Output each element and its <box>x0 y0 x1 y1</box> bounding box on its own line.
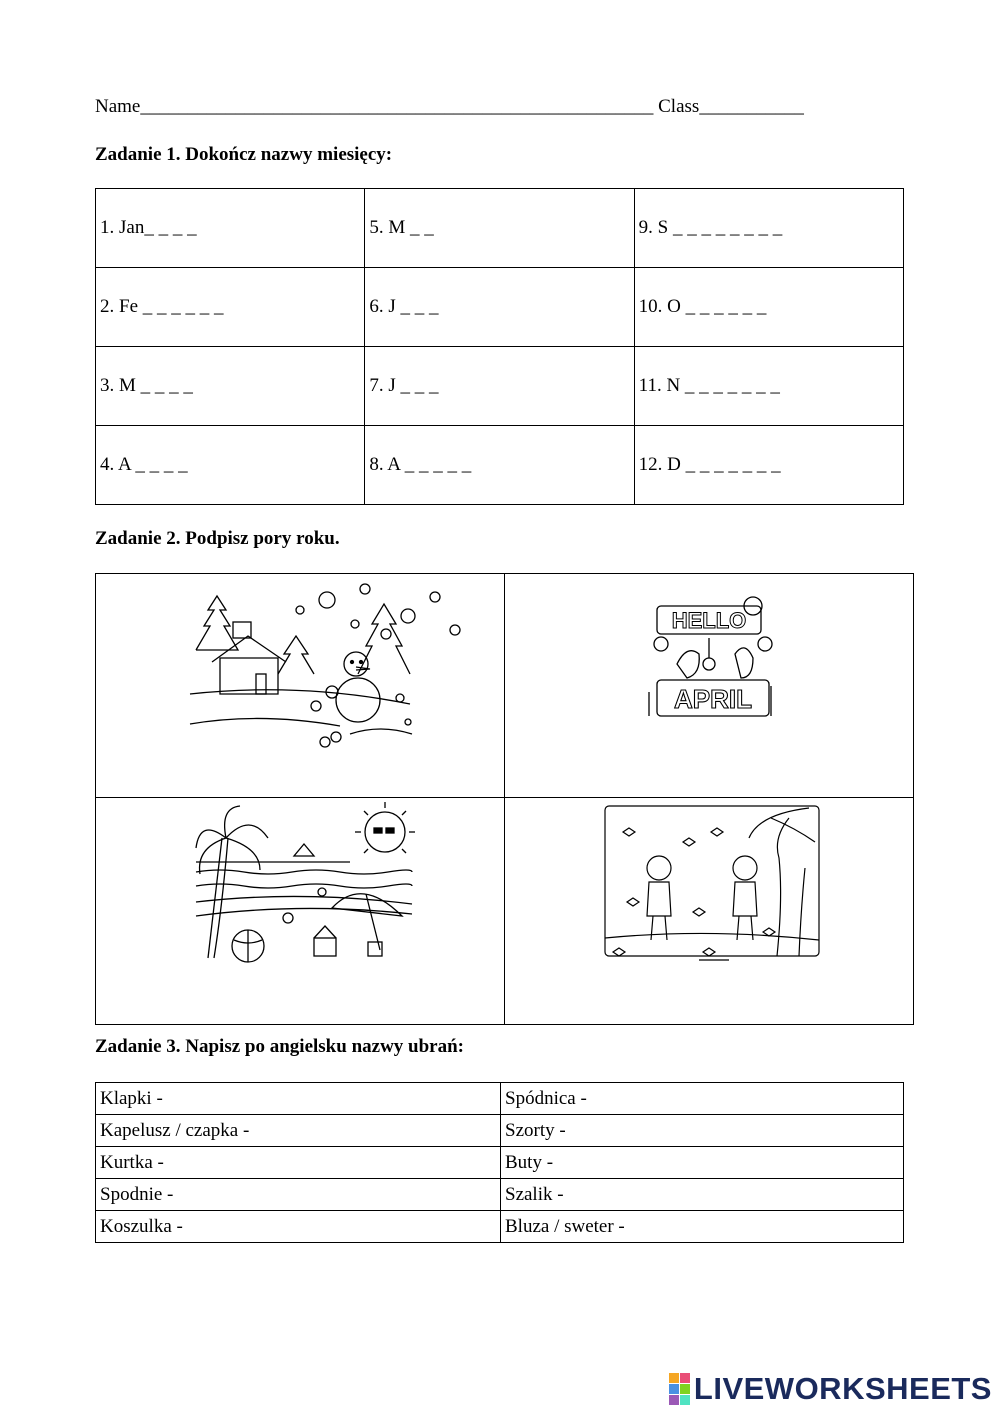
month-cell[interactable]: 9. S _ _ _ _ _ _ _ _ <box>634 189 903 268</box>
month-cell[interactable]: 10. O _ _ _ _ _ _ <box>634 268 903 347</box>
class-blank[interactable]: ___________ <box>699 96 804 117</box>
month-cell[interactable]: 12. D _ _ _ _ _ _ _ <box>634 426 903 505</box>
spring-picture <box>509 574 913 791</box>
winter-picture <box>100 574 504 791</box>
season-cell <box>96 798 505 1025</box>
clothes-cell[interactable]: Spodnie - <box>96 1179 501 1211</box>
clothes-cell[interactable]: Klapki - <box>96 1083 501 1115</box>
name-blank[interactable]: ______________________________________________________ <box>140 96 654 117</box>
clothes-cell[interactable]: Bluza / sweter - <box>501 1211 904 1243</box>
liveworksheets-logo-icon <box>669 1373 690 1405</box>
month-cell[interactable]: 5. M _ _ <box>365 189 634 268</box>
hello-lettering: HELLO <box>671 608 747 633</box>
months-table <box>95 188 904 505</box>
month-cell[interactable]: 11. N _ _ _ _ _ _ _ <box>634 347 903 426</box>
summer-picture <box>100 798 504 1018</box>
table-row <box>96 347 904 426</box>
month-cell[interactable]: 3. M _ _ _ _ <box>96 347 365 426</box>
header-line <box>95 96 804 118</box>
table-row <box>96 1147 904 1179</box>
clothes-cell[interactable]: Szalik - <box>501 1179 904 1211</box>
clothes-table <box>95 1082 904 1243</box>
table-row <box>96 426 904 505</box>
table-row <box>96 1083 904 1115</box>
clothes-cell[interactable]: Kapelusz / czapka - <box>96 1115 501 1147</box>
clothes-cell[interactable]: Szorty - <box>501 1115 904 1147</box>
table-row <box>96 268 904 347</box>
month-cell[interactable]: 7. J _ _ _ <box>365 347 634 426</box>
clothes-cell[interactable]: Koszulka - <box>96 1211 501 1243</box>
autumn-picture <box>509 798 913 1018</box>
class-label: Class <box>658 96 700 117</box>
month-cell[interactable]: 4. A _ _ _ _ <box>96 426 365 505</box>
table-row <box>96 1115 904 1147</box>
month-cell[interactable]: 1. Jan_ _ _ _ <box>96 189 365 268</box>
table-row <box>96 574 914 798</box>
month-cell[interactable]: 2. Fe _ _ _ _ _ _ <box>96 268 365 347</box>
watermark-text: LIVEWORKSHEETS <box>693 1371 992 1406</box>
liveworksheets-watermark[interactable] <box>669 1371 992 1407</box>
task2-title: Zadanie 2. Podpisz pory roku. <box>95 528 340 549</box>
clothes-cell[interactable]: Buty - <box>501 1147 904 1179</box>
clothes-cell[interactable]: Kurtka - <box>96 1147 501 1179</box>
table-row <box>96 1211 904 1243</box>
seasons-table <box>95 573 914 1025</box>
name-label: Name <box>95 96 141 117</box>
table-row <box>96 1179 904 1211</box>
task1-title: Zadanie 1. Dokończ nazwy miesięcy: <box>95 144 393 165</box>
table-row <box>96 798 914 1025</box>
april-lettering: APRIL <box>674 684 752 714</box>
clothes-cell[interactable]: Spódnica - <box>501 1083 904 1115</box>
task3-title: Zadanie 3. Napisz po angielsku nazwy ubrań: <box>95 1036 464 1057</box>
month-cell[interactable]: 6. J _ _ _ <box>365 268 634 347</box>
season-cell <box>505 574 914 798</box>
month-cell[interactable]: 8. A _ _ _ _ _ <box>365 426 634 505</box>
season-cell <box>505 798 914 1025</box>
table-row <box>96 189 904 268</box>
season-cell <box>96 574 505 798</box>
